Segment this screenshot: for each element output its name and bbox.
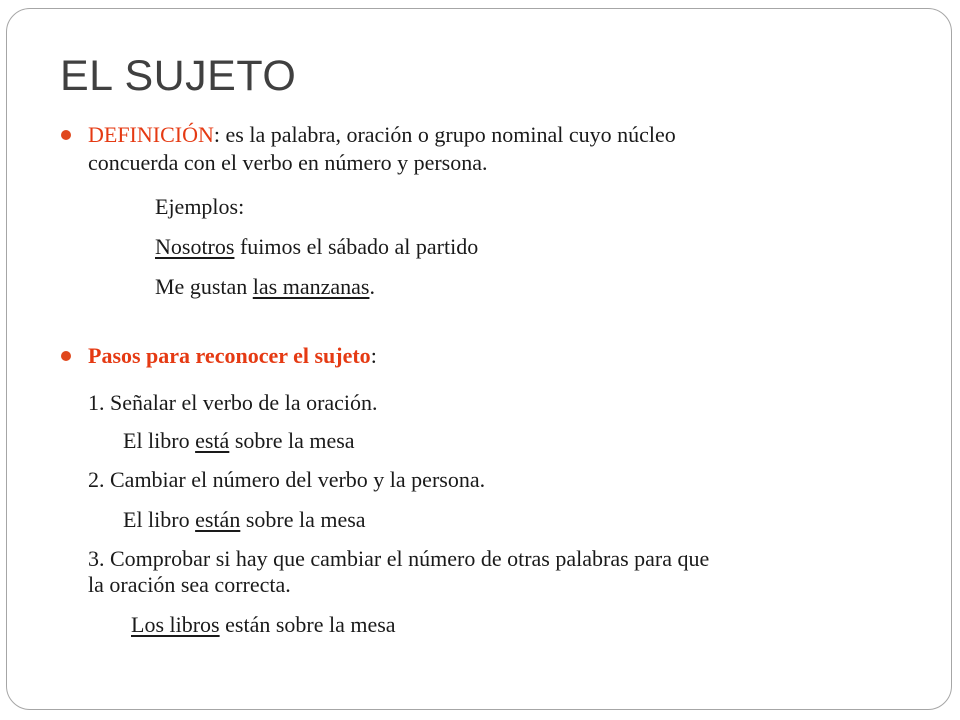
pasos-colon: : bbox=[370, 343, 377, 368]
example-1-rest: fuimos el sábado al partido bbox=[234, 234, 479, 259]
definicion-text-1: : es la palabra, oración o grupo nominal cuyo núcleo bbox=[213, 122, 676, 147]
step-2-example-post: sobre la mesa bbox=[240, 507, 366, 532]
step-3-example-post: están sobre la mesa bbox=[219, 612, 396, 637]
step-1: 1. Señalar el verbo de la oración. bbox=[88, 390, 378, 415]
step-3-line-1: 3. Comprobar si hay que cambiar el número de otras palabras para que bbox=[88, 546, 710, 571]
pasos-heading bbox=[88, 343, 377, 369]
step-2: 2. Cambiar el número del verbo y la persona. bbox=[88, 467, 486, 492]
step-2-example-verb: están bbox=[195, 507, 241, 532]
slide-title: EL SUJETO bbox=[60, 52, 297, 100]
example-2 bbox=[155, 274, 375, 300]
example-2-pre: Me gustan bbox=[155, 274, 253, 299]
example-2-subject: las manzanas bbox=[252, 274, 370, 299]
step-2-example bbox=[123, 507, 366, 533]
step-3-line-2: la oración sea correcta. bbox=[88, 572, 291, 597]
step-3-example bbox=[131, 612, 396, 638]
bullet-dot-definicion bbox=[61, 130, 71, 140]
step-1-example bbox=[123, 428, 355, 454]
definicion-label: DEFINICIÓN bbox=[88, 122, 214, 147]
pasos-label: Pasos para reconocer el sujeto bbox=[88, 343, 371, 368]
bullet-dot-pasos bbox=[61, 351, 71, 361]
ejemplos-label: Ejemplos: bbox=[155, 194, 245, 219]
example-1 bbox=[155, 234, 478, 260]
step-3-example-subject: Los libros bbox=[131, 612, 220, 637]
definicion-line-2: concuerda con el verbo en número y persona. bbox=[88, 150, 488, 175]
example-2-post: . bbox=[369, 274, 375, 299]
step-1-example-post: sobre la mesa bbox=[229, 428, 355, 453]
example-1-subject: Nosotros bbox=[155, 234, 235, 259]
definicion-line-1 bbox=[88, 122, 906, 148]
step-1-example-verb: está bbox=[195, 428, 230, 453]
step-1-example-pre: El libro bbox=[123, 428, 196, 453]
step-2-example-pre: El libro bbox=[123, 507, 196, 532]
